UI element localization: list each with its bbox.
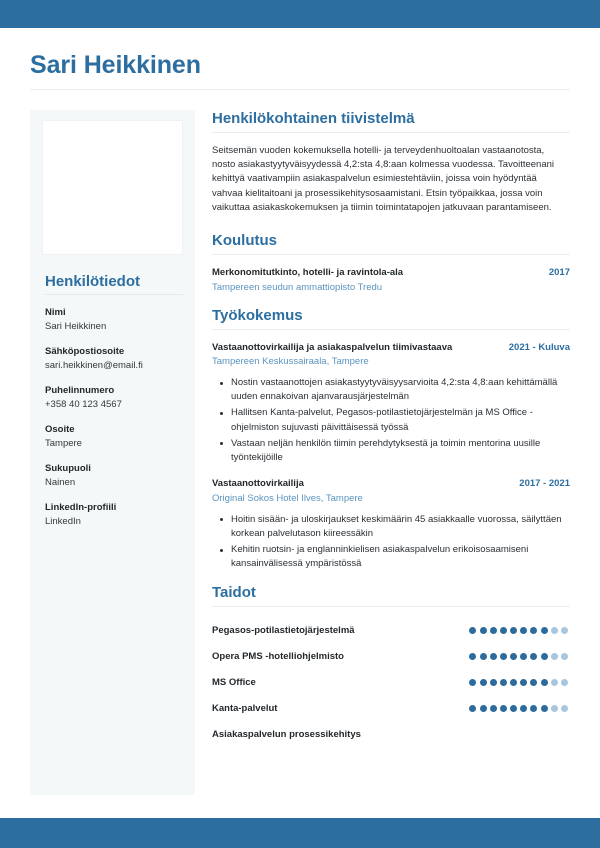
rating-dot-filled — [541, 705, 548, 712]
rating-dot-empty — [561, 627, 568, 634]
rating-dot-filled — [469, 653, 476, 660]
entry-bullet-list — [212, 376, 570, 465]
personal-detail-value: sari.heikkinen@email.fi — [45, 360, 143, 371]
skill-row — [212, 696, 570, 722]
skill-name: Kanta-palvelut — [212, 702, 278, 714]
photo-placeholder — [42, 120, 183, 255]
skill-rating-dots — [469, 627, 570, 634]
skill-rating-dots — [469, 653, 570, 660]
rating-dot-empty — [561, 679, 568, 686]
skill-name: MS Office — [212, 676, 256, 688]
entry-bullet-list — [212, 513, 570, 572]
section-heading-education: Koulutus — [212, 232, 277, 250]
personal-detail-item — [45, 501, 183, 529]
sidebar — [30, 110, 195, 795]
rating-dot-filled — [510, 705, 517, 712]
rating-dot-filled — [541, 627, 548, 634]
entry-date: 2021 - Kuluva — [508, 341, 570, 353]
rating-dot-empty — [551, 627, 558, 634]
rating-dot-filled — [500, 679, 507, 686]
entry-bullet: Vastaan neljän henkilön tiimin perehdytyksestä ja toimin mentorina uusille työntekijöille — [231, 437, 570, 465]
skill-rating-dots — [469, 705, 570, 712]
rating-dot-filled — [469, 627, 476, 634]
skill-rating-dots — [469, 679, 570, 686]
rating-dot-empty — [561, 653, 568, 660]
rating-dot-filled — [490, 705, 497, 712]
rating-dot-filled — [480, 627, 487, 634]
resume-header — [0, 28, 600, 90]
resume-body — [0, 110, 600, 810]
rating-dot-filled — [530, 705, 537, 712]
skill-name: Pegasos-potilastietojärjestelmä — [212, 624, 355, 636]
resume-entry — [212, 341, 570, 466]
personal-detail-label: Nimi — [45, 307, 66, 318]
rating-dot-filled — [530, 679, 537, 686]
personal-detail-value: +358 40 123 4567 — [45, 399, 122, 410]
section-education — [212, 232, 570, 295]
summary-text: Seitsemän vuoden kokemuksella hotelli- ja terveydenhuoltoalan vastaanotosta, nosto asiakastyytyväisyydessä 4,2:sta 4,8:aan kolmessa vuodessa. Tavoitteenani kehittyä vaativampiin asiakaspalvelun esimiestehtäviin, joissa voin hyödyntää vahvaa kielitaitoani ja prosessikehitysosaamistani. Etsin työpaikkaa, jossa voin vaikuttaa asiakaskokemuksen ja tiimin toimintatapojen jatkuvaan parantamiseen. — [212, 145, 555, 213]
bottom-accent-band — [0, 818, 600, 848]
section-heading-summary: Henkilökohtainen tiivistelmä — [212, 110, 415, 127]
rating-dot-filled — [490, 653, 497, 660]
entry-bullet: Hoitin sisään- ja uloskirjaukset keskimäärin 45 asiakkaalle vuorossa, säilyttäen korkean palvelutason kiireessäkin — [231, 513, 570, 541]
skill-name: Opera PMS -hotelliohjelmisto — [212, 650, 344, 662]
entry-bullet: Kehitin ruotsin- ja englanninkielisen asiakaspalvelun erikoisosaamiseni kansainvälisessä ympäristössä — [231, 543, 570, 571]
section-experience — [212, 307, 570, 572]
skill-row — [212, 644, 570, 670]
entry-bullet: Nostin vastaanottojen asiakastyytyväisyysarvioita 4,2:sta 4,8:aan kehittämällä uuden ennakoivan ajanvarausjärjestelmän — [231, 376, 570, 404]
resume-entry — [212, 477, 570, 571]
entry-date: 2017 - 2021 — [519, 478, 570, 490]
personal-detail-label: LinkedIn-profiili — [45, 502, 117, 513]
personal-details-list — [42, 306, 183, 529]
section-summary — [212, 110, 570, 215]
section-heading-skills: Taidot — [212, 583, 256, 601]
personal-detail-item — [45, 306, 183, 334]
rating-dot-filled — [500, 705, 507, 712]
skill-list — [212, 618, 570, 748]
personal-detail-label: Puhelinnumero — [45, 385, 115, 396]
rating-dot-empty — [551, 679, 558, 686]
rating-dot-filled — [480, 705, 487, 712]
rating-dot-filled — [469, 705, 476, 712]
candidate-name: Sari Heikkinen — [30, 51, 201, 79]
top-accent-band — [0, 0, 600, 28]
rating-dot-filled — [530, 627, 537, 634]
personal-detail-item — [45, 384, 183, 412]
resume-entry — [212, 266, 570, 295]
rating-dot-filled — [500, 627, 507, 634]
rating-dot-filled — [490, 679, 497, 686]
skill-row — [212, 722, 570, 748]
personal-detail-value: LinkedIn — [45, 516, 81, 527]
section-heading-experience: Työkokemus — [212, 306, 303, 324]
rating-dot-filled — [469, 679, 476, 686]
entry-title: Vastaanottovirkailija ja asiakaspalvelun tiimivastaava — [212, 341, 453, 353]
personal-detail-value: Tampere — [45, 438, 82, 449]
personal-detail-label: Sukupuoli — [45, 463, 91, 474]
rating-dot-empty — [551, 705, 558, 712]
header-divider — [30, 89, 570, 90]
experience-entry-list — [212, 341, 570, 572]
sidebar-heading-divider — [45, 294, 183, 295]
entry-header — [212, 341, 570, 355]
rating-dot-filled — [510, 679, 517, 686]
section-divider — [212, 329, 570, 330]
sidebar-heading-personal-details: Henkilötiedot — [45, 273, 141, 290]
skill-row — [212, 618, 570, 644]
rating-dot-filled — [541, 679, 548, 686]
personal-detail-value: Sari Heikkinen — [45, 321, 107, 332]
rating-dot-filled — [530, 653, 537, 660]
section-divider — [212, 606, 570, 607]
entry-title: Vastaanottovirkailija — [212, 478, 304, 490]
rating-dot-filled — [520, 653, 527, 660]
entry-organization: Tampereen seudun ammattiopisto Tredu — [212, 281, 383, 293]
main-column — [212, 110, 570, 752]
personal-detail-label: Osoite — [45, 424, 75, 435]
rating-dot-empty — [551, 653, 558, 660]
entry-organization: Tampereen Keskussairaala, Tampere — [212, 356, 369, 368]
entry-header — [212, 477, 570, 491]
education-entry-list — [212, 266, 570, 295]
entry-bullet: Hallitsen Kanta-palvelut, Pegasos-potilastietojärjestelmän ja MS Office -ohjelmiston sujuvasti päivittäisessä työssä — [231, 406, 570, 434]
rating-dot-filled — [480, 679, 487, 686]
entry-title: Merkonomitutkinto, hotelli- ja ravintola-ala — [212, 267, 404, 279]
entry-header — [212, 266, 570, 280]
rating-dot-filled — [520, 679, 527, 686]
section-skills — [212, 584, 570, 748]
rating-dot-filled — [510, 653, 517, 660]
personal-detail-label: Sähköpostiosoite — [45, 346, 125, 357]
rating-dot-filled — [520, 705, 527, 712]
personal-detail-item — [45, 462, 183, 490]
rating-dot-filled — [480, 653, 487, 660]
skill-name: Asiakaspalvelun prosessikehitys — [212, 728, 361, 740]
rating-dot-filled — [500, 653, 507, 660]
personal-detail-item — [45, 423, 183, 451]
rating-dot-filled — [490, 627, 497, 634]
personal-detail-value: Nainen — [45, 477, 76, 488]
personal-detail-item — [45, 345, 183, 373]
rating-dot-filled — [510, 627, 517, 634]
section-divider — [212, 254, 570, 255]
rating-dot-empty — [561, 705, 568, 712]
entry-date: 2017 — [548, 267, 570, 279]
rating-dot-filled — [541, 653, 548, 660]
section-divider — [212, 132, 570, 133]
rating-dot-filled — [520, 627, 527, 634]
entry-organization: Original Sokos Hotel Ilves, Tampere — [212, 492, 363, 504]
skill-row — [212, 670, 570, 696]
